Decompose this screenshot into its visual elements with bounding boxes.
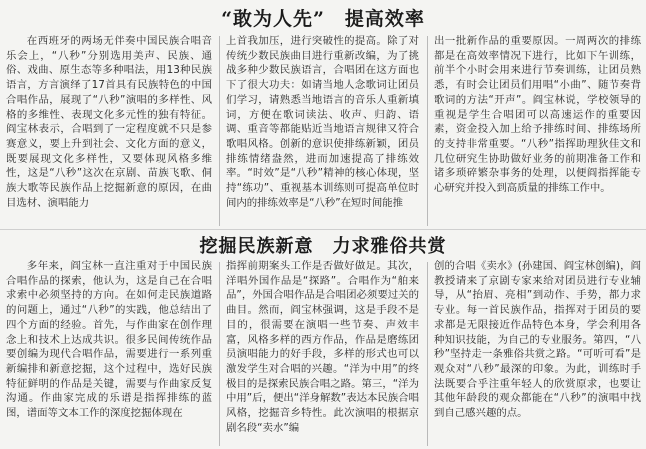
section2-column-3-text: 创的合唱《卖水》(孙建国、阎宝林创编)，阎教授请来了京剧专家来给对团员进行专业辅导，从“抬眉、亮相”到动作、手势，都力求专业。每一首民族作品，指挥对于团员的要求都是无限接近作品特色本身，学会利用各种知识技能，为自己的专业服务。第四，“八秒”坚持走一条雅俗共赏之路。“可听可看”是观众对“八秒”最深的印象。为此，训练时手法既要合乎注重年轻人的欣赏原求，也要让其他年龄段的观众都能在“八秒”的演唱中找到自己感兴趣的点。 <box>434 260 641 420</box>
column-divider <box>219 36 220 226</box>
section2-column-3 <box>434 259 641 449</box>
section1-column-2-text: 上首我加压，进行突破性的提高。除了对传统少数民族曲目进行重新改编，为了挑战多种少数民族语言，合唱团在这方面也下了很大功夫：如请当地人念歌词让团员们学习，请熟悉当地语言的音乐人重新填词，方便在歌词读法、收声、归韵、语调、重音等都能贴近当地语言规律又符合歌唱风格。创新的意识使排练新颖，团员排练情绪盎然，进而加速提高了排练效率。“时效”是“八秒”精神的核心体现，坚持“练功”、重视基本训练则可提高单位时间内的排练效率是“八秒”在短时间能推 <box>226 35 419 209</box>
section1-headline: “敢为人先” 提高效率 <box>221 8 425 30</box>
section1-column-1-text: 在西班牙的两场无伴奏中国民族合唱音乐会上，“八秒”分别选用美声、民族、通俗、戏曲、原生态等多种唱法，用13种民族语言，方言演绎了17首具有民族特色的中国合唱作品，展现了“八秒”演唱的多样性、风格的多维性、表现文化多元性的独有特征。阎宝林表示，合唱到了一定程度就不只是参赛意义，要上升到社会、文化方面的意义，既要展现文化多样性，又要体现风格多维性，这是“八秒”这次在京剧、苗族飞歌、侗族大歌等民族作品上挖掘新意的原因，在曲目选材、演唱能力 <box>6 35 212 209</box>
section2-column-1-text: 多年来，阎宝林一直注重对于中国民族合唱作品的探索，他认为，这是自己在合唱求索中必须坚持的方向。在如何走民族道路的问题上，通过“八秒”的实践，他总结出了四个方面的经验。首先，与作曲家在创作理念上和技术上达成共识。很多民间传统作品要创编为现代合唱作品，需要进行一系列重新编排和新意挖掘，这个过程中，选好民族特征鲜明的作品是关键，需要与作曲家反复沟通。作曲家完成的乐谱是指挥排练的蓝图，谱面等文本工作的深度挖掘体现在 <box>6 260 212 420</box>
section1-column-2 <box>226 34 419 230</box>
section2-column-2-text: 指挥前期案头工作是否做好做足。其次，洋唱外国作品是“探路”。合唱作为“舶来品”，外国合唱作品是合唱团必须要过关的曲目。然而，阎宝林强调，这是手段不是目的，很需要在演唱一些节奏、声效丰富，风格多样的西方作品，作品是磨练团员演唱能力的好手段，多样的形式也可以激发学生对合唱的兴趣。“洋为中用”的终极目的是探索民族合唱之路。第三，“洋为中用”后，便出“洋身解数”表达本民族合唱风格，挖掘音乡特性。此次演唱的根据京剧名段“卖水”编 <box>226 260 419 434</box>
column-divider <box>219 262 220 446</box>
section1-column-3 <box>434 34 641 230</box>
section-divider <box>0 229 646 230</box>
section2-column-2 <box>226 259 419 449</box>
column-divider <box>427 36 428 226</box>
section1-column-3-text: 出一批新作品的重要原因。一周两次的排练都是在高效率情况下进行，比如下午训练，前半个小时会用来进行节奏训练，让团员熟悉，有时会让团员们用唱“小曲”、随节奏背歌词的方法“开声”。阎宝林说，学校领导的重视是学生合唱团可以高速运作的重要因素，资金投入加上给予排练时间、排练场所的支持非常重要。“八秒”指挥助理狄佳文和几位研究生协助做好业务的前期准备工作和诸多琐碎繁杂事务的处理，以便阎指挥能专心研究并投入到高质量的排练工作中。 <box>434 35 641 195</box>
section2-column-1 <box>6 259 212 449</box>
column-divider <box>427 262 428 446</box>
section2-headline: 挖掘民族新意 力求雅俗共赏 <box>199 236 447 257</box>
section1-column-1 <box>6 34 212 230</box>
